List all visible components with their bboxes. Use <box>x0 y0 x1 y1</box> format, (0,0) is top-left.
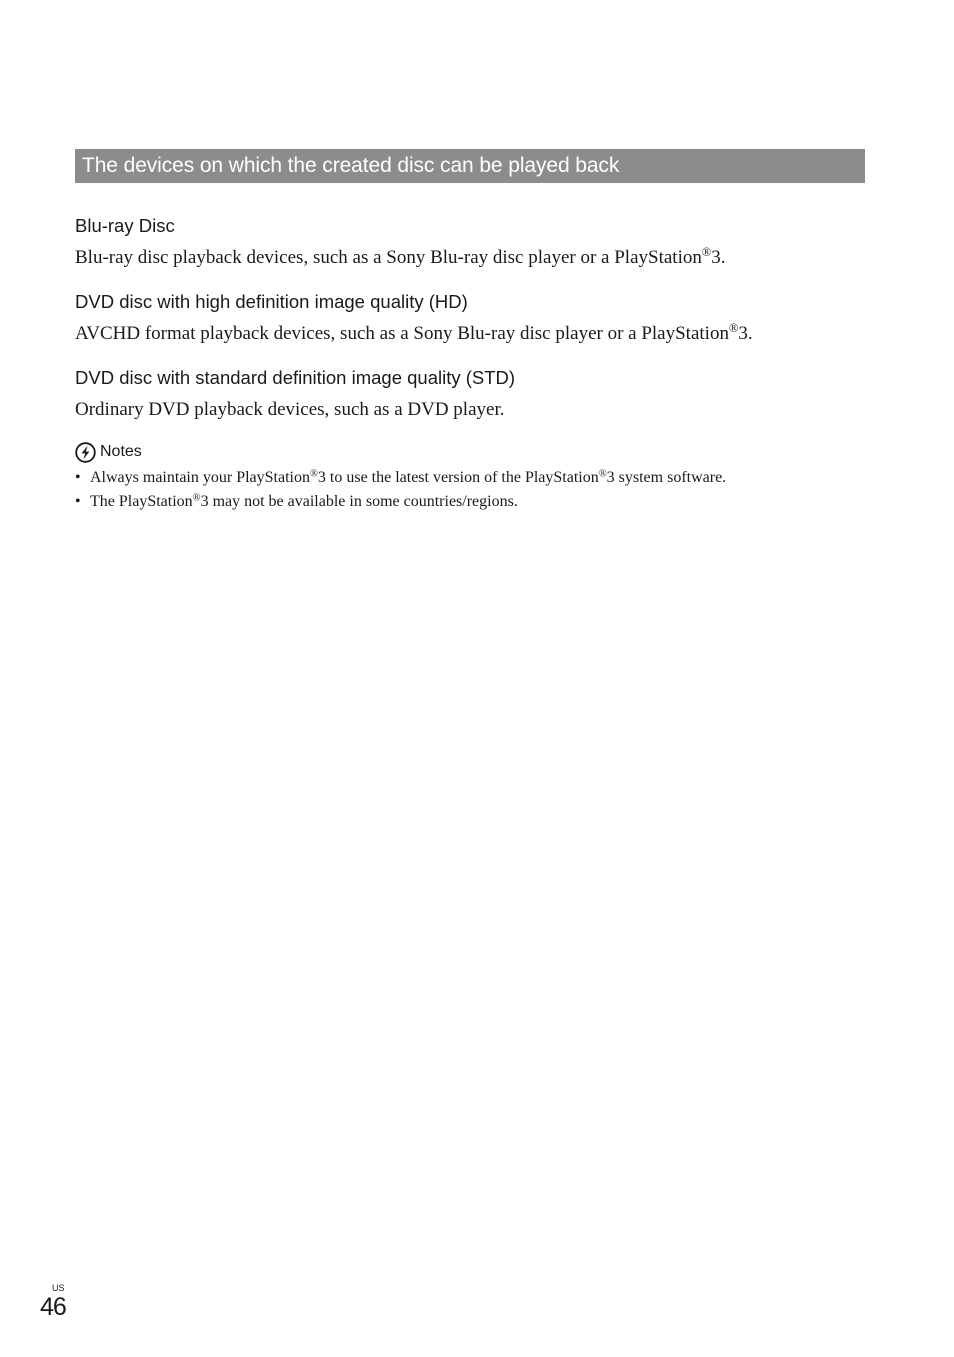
item-heading: DVD disc with high definition image quality (HD) <box>75 291 468 312</box>
registered-mark: ® <box>701 245 712 260</box>
item-body: Ordinary DVD playback devices, such as a DVD player. <box>75 399 505 420</box>
list-item <box>75 466 865 490</box>
item-heading: DVD disc with standard definition image quality (STD) <box>75 367 516 388</box>
note-text-part: 3 system software. <box>606 469 727 486</box>
note-text <box>90 466 726 490</box>
main-content <box>75 213 865 514</box>
device-item-hd <box>75 289 865 347</box>
bullet: • <box>75 469 81 486</box>
item-body <box>75 321 865 347</box>
item-body-text-end: 3. <box>711 247 726 268</box>
note-text-part: The PlayStation <box>90 493 193 510</box>
item-body-text: AVCHD format playback devices, such as a Sony Blu-ray disc player or a PlayStation <box>75 323 729 344</box>
item-body-text: Blu-ray disc playback devices, such as a Sony Blu-ray disc player or a PlayStation <box>75 247 702 268</box>
registered-mark: ® <box>728 321 739 336</box>
item-body-text-end: 3. <box>738 323 753 344</box>
notes-header <box>75 440 865 464</box>
registered-mark: ® <box>309 468 318 480</box>
notes-lightning-icon <box>75 442 96 463</box>
region-label: US <box>52 1283 65 1293</box>
note-text-part: Always maintain your PlayStation <box>90 469 310 486</box>
notes-list <box>75 466 865 514</box>
registered-mark: ® <box>192 492 201 504</box>
page-number: 46 <box>40 1293 66 1321</box>
list-item <box>75 490 865 514</box>
item-body <box>75 245 865 271</box>
item-heading: Blu-ray Disc <box>75 215 175 236</box>
notes-section <box>75 440 865 514</box>
section-header-bar <box>75 149 865 183</box>
bullet: • <box>75 493 81 510</box>
note-text <box>90 490 518 514</box>
device-item-bluray <box>75 213 865 271</box>
note-text-part: 3 to use the latest version of the PlayStation <box>317 469 599 486</box>
device-item-std <box>75 365 865 423</box>
notes-label: Notes <box>100 443 142 460</box>
section-title: The devices on which the created disc can be played back <box>82 154 620 177</box>
note-text-part: 3 may not be available in some countries/regions. <box>200 493 518 510</box>
registered-mark: ® <box>598 468 607 480</box>
